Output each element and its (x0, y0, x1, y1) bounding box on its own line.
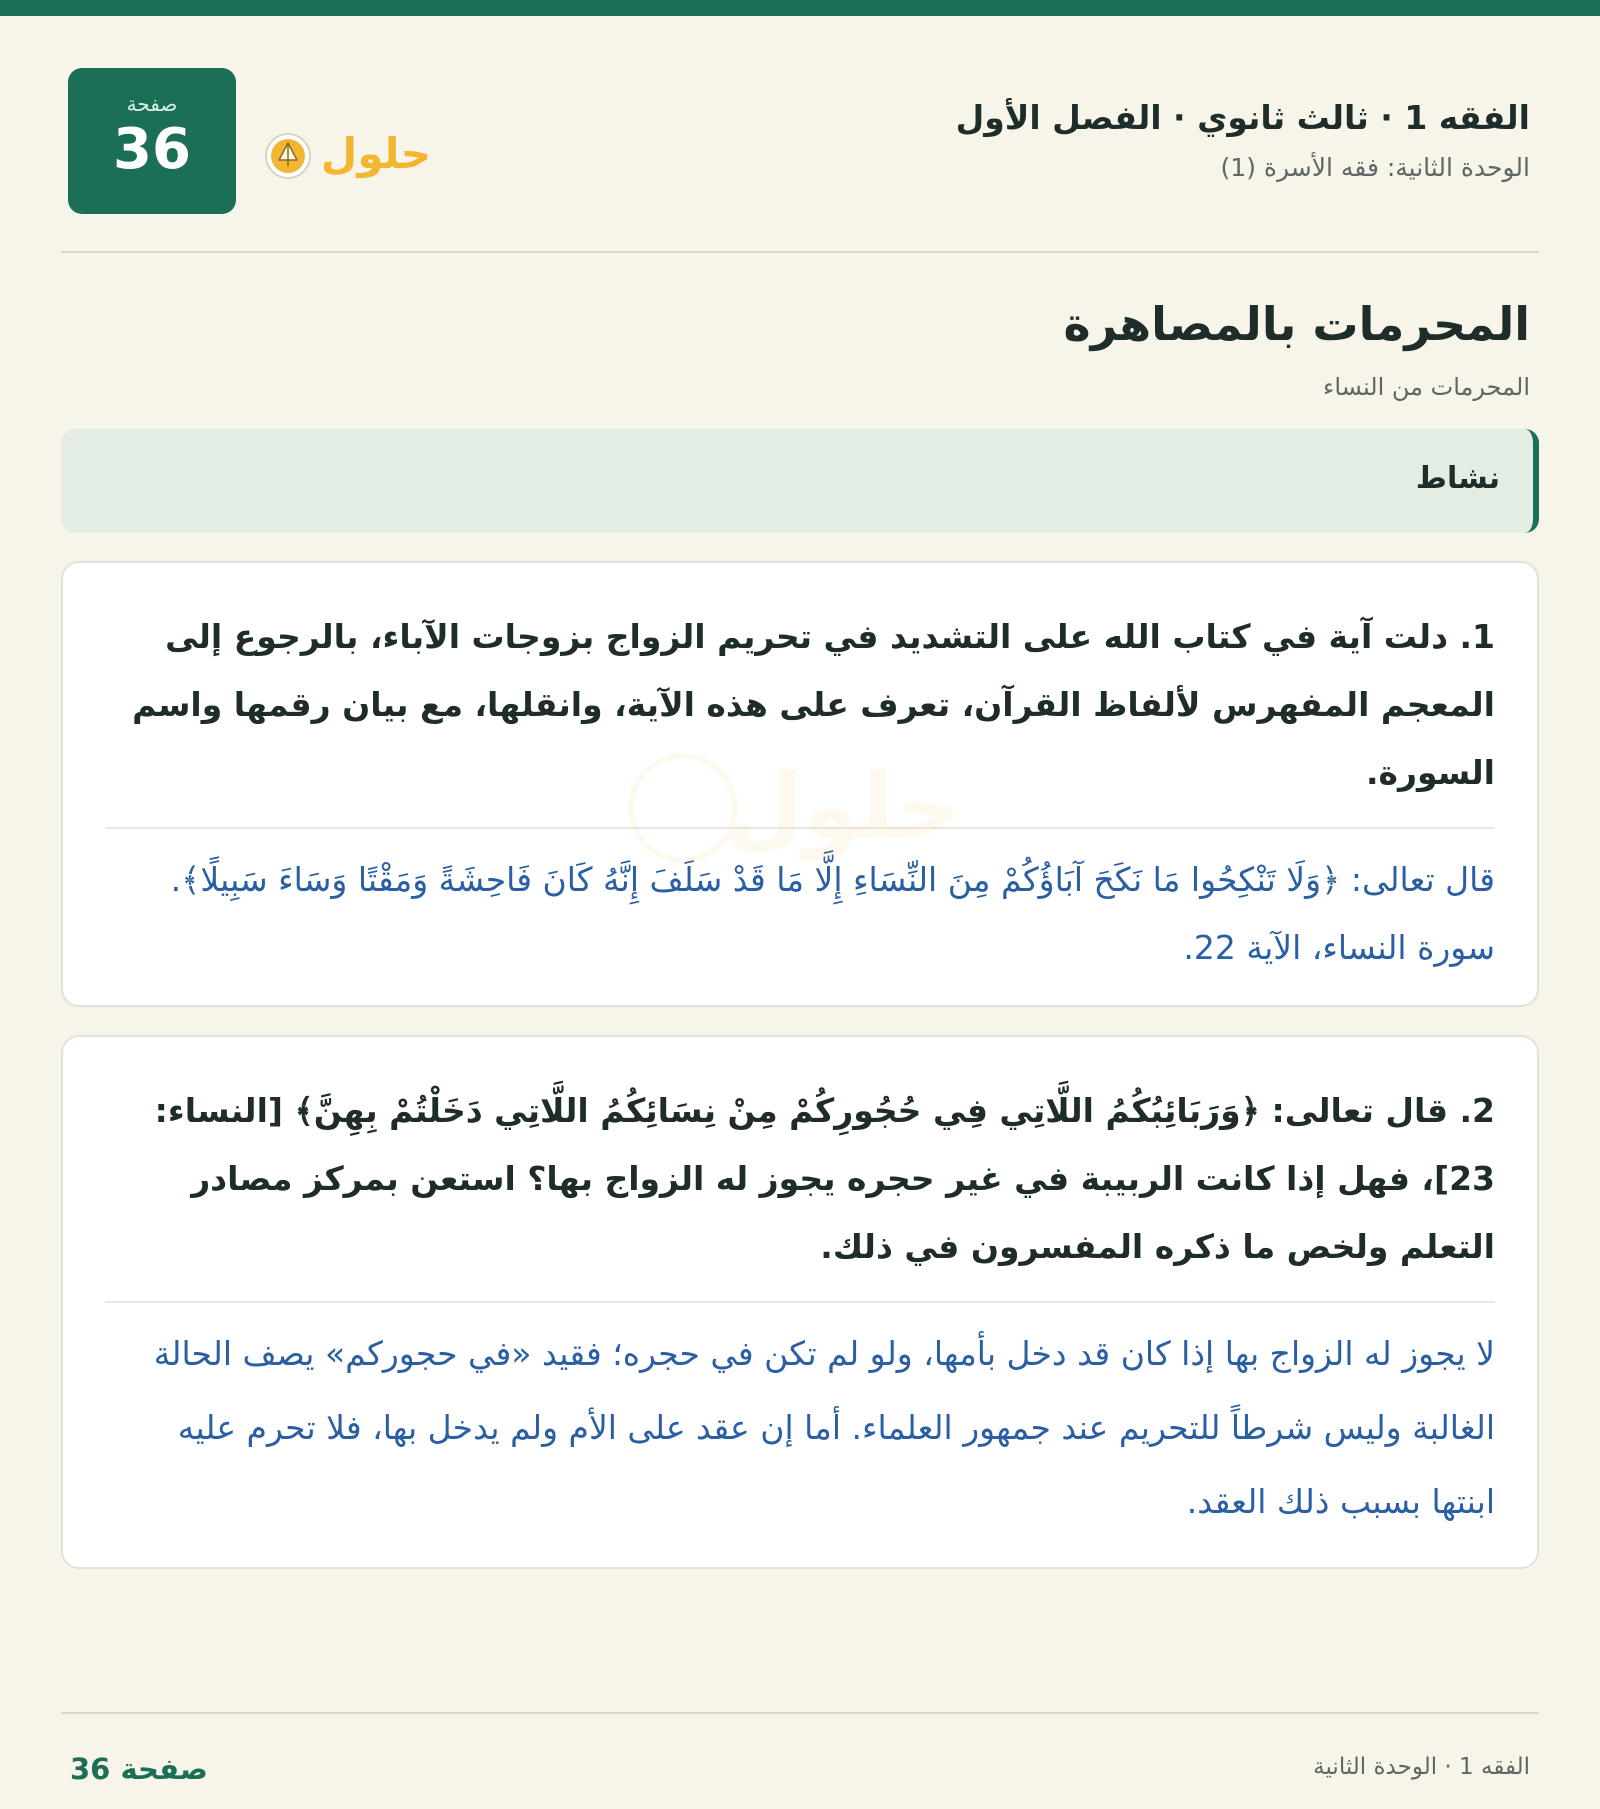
activity-label: نشاط (1415, 461, 1500, 496)
hulul-logo (264, 116, 434, 192)
question-card-1 (61, 561, 1539, 1007)
question-card-2 (61, 1035, 1539, 1569)
section-subtitle: المحرمات من النساء (1323, 373, 1530, 401)
page-badge-label: صفحة (126, 92, 178, 116)
divider (105, 1301, 1495, 1303)
book-title: الفقه 1 · ثالث ثانوي · الفصل الأول (955, 98, 1530, 137)
answer-text: قال تعالى: ﴿وَلَا تَنْكِحُوا مَا نَكَحَ آبَاؤُكُمْ مِنَ النِّسَاءِ إِلَّا مَا قَدْ سَلَفَ إِنَّهُ كَانَ فَاحِشَةً وَمَقْتًا وَسَاءَ سَبِيلًا﴾. (170, 860, 1495, 899)
question-text: 2. قال تعالى: ﴿وَرَبَائِبُكُمُ اللَّاتِي فِي حُجُورِكُمْ مِنْ نِسَائِكُمُ اللَّاتِي دَخَلْتُمْ بِهِنَّ﴾ [النساء: 23]، فهل إذا كانت الربيبة في غير حجره يجوز له الزواج بها؟ استعن بمركز مصادر التعلم ولخص ما ذكره المفسرون في ذلك. (154, 1091, 1495, 1266)
footer-book-info: الفقه 1 · الوحدة الثانية (1313, 1754, 1530, 1780)
footer-page-number: صفحة 36 (70, 1752, 208, 1786)
answer-reference: سورة النساء، الآية 22. (1183, 928, 1495, 967)
unit-title: الوحدة الثانية: فقه الأسرة (1) (1220, 153, 1530, 182)
top-accent-bar (0, 0, 1600, 16)
page-header (61, 16, 1539, 253)
section-title-block (61, 297, 1539, 401)
section-title: المحرمات بالمصاهرة (1063, 297, 1530, 351)
svg-text:حلول: حلول (724, 755, 962, 860)
page-footer (61, 1712, 1539, 1794)
activity-banner (61, 429, 1539, 533)
question-text: 1. دلت آية في كتاب الله على التشديد في تحريم الزواج بزوجات الآباء، بالرجوع إلى المعجم المفهرس لألفاظ القرآن، تعرف على هذه الآية، وانقلها، مع بيان رقمها واسم السورة. (132, 617, 1495, 792)
svg-text:حلول: حلول (320, 129, 432, 178)
page-badge-number: 36 (113, 117, 191, 182)
page-number-badge (68, 68, 236, 214)
header-text (956, 98, 1530, 182)
divider (105, 827, 1495, 829)
answer-text: لا يجوز له الزواج بها إذا كان قد دخل بأمها، ولو لم تكن في حجره؛ فقيد «في حجوركم» يصف الحالة الغالبة وليس شرطاً للتحريم عند جمهور العلماء. أما إن عقد على الأم ولم يدخل بها، فلا تحرم عليه ابنتها بسبب ذلك العقد. (153, 1334, 1495, 1521)
page (0, 16, 1600, 1569)
